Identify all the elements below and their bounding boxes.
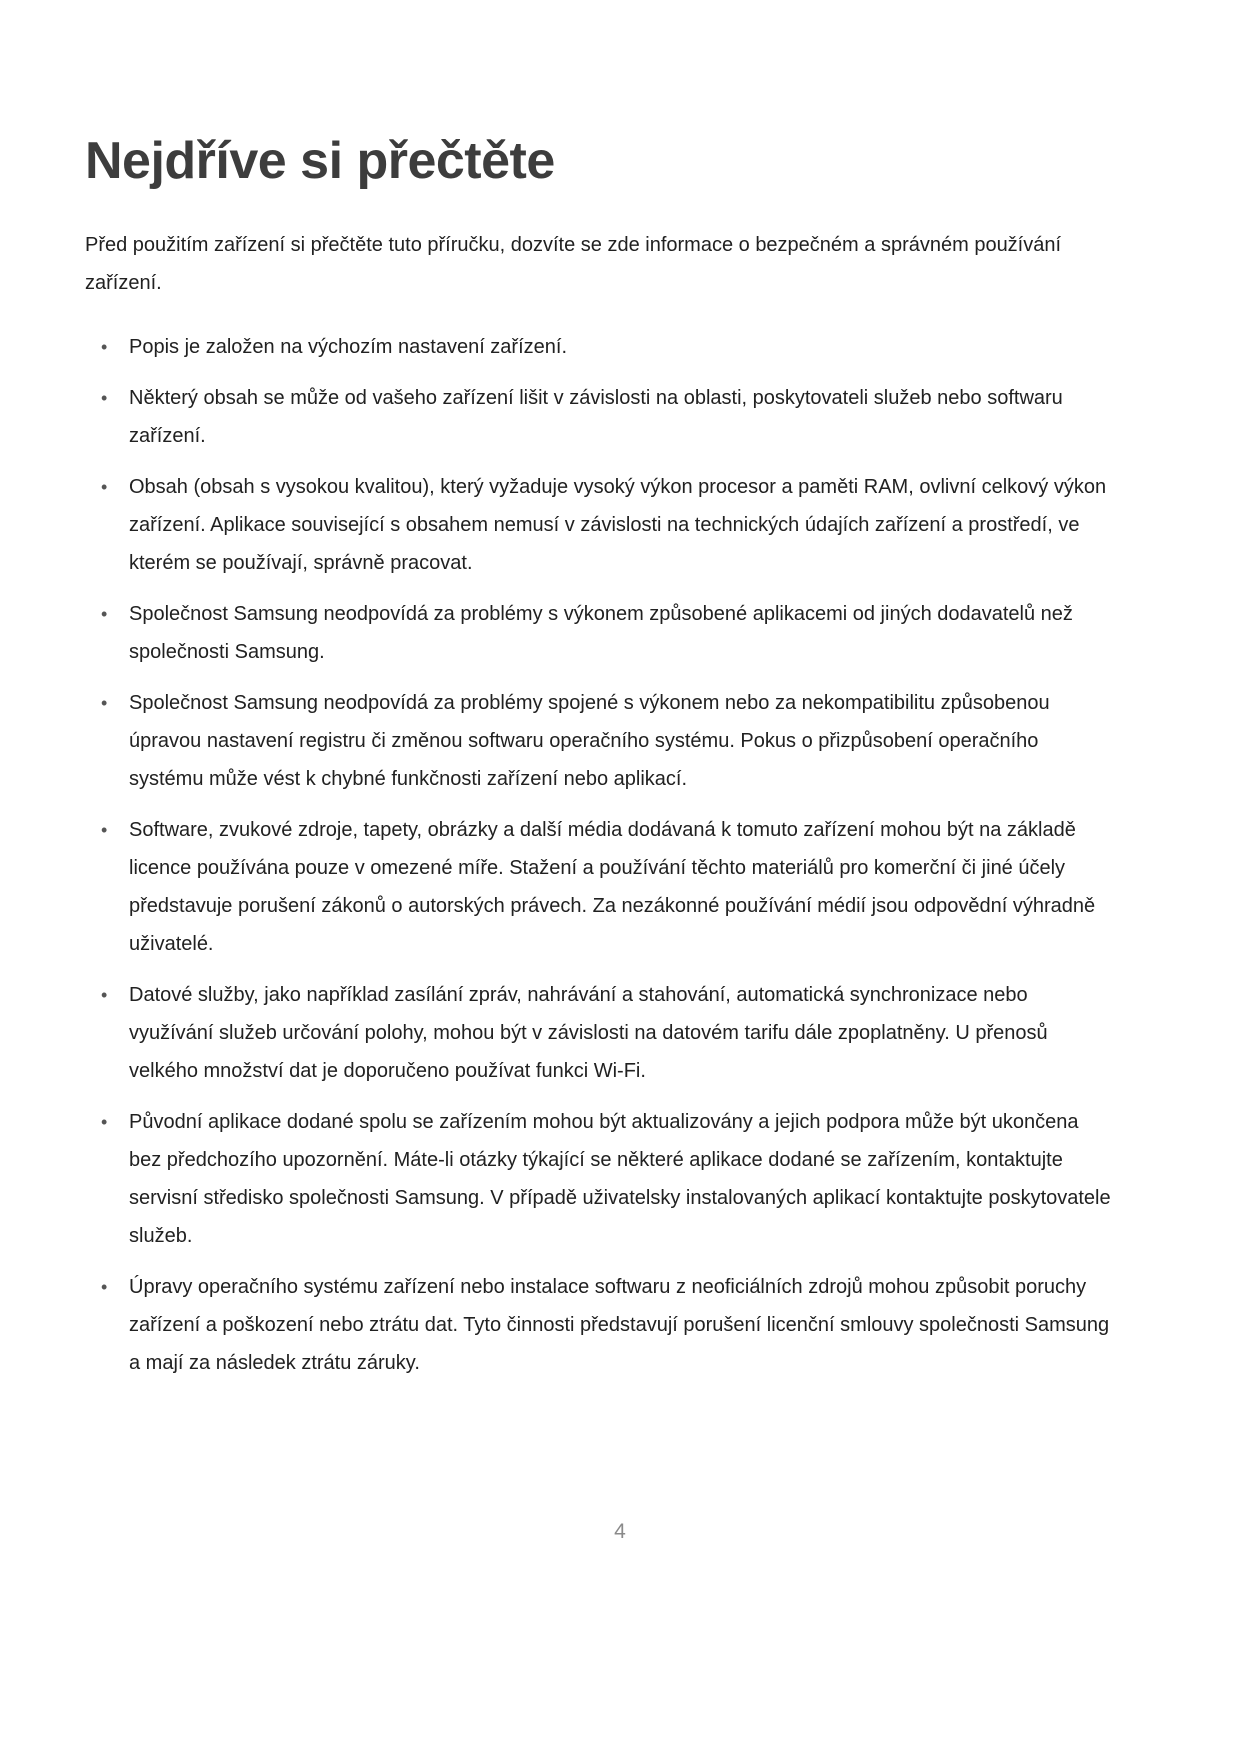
page-title: Nejdříve si přečtěte [85, 132, 555, 190]
bullet-list [85, 328, 1117, 1382]
bullet-item [85, 595, 1115, 671]
bullet-text: Obsah (obsah s vysokou kvalitou), který vyžaduje vysoký výkon procesor a paměti RAM, ovlivní celkový výkon zařízení. Aplikace související s obsahem nemusí v závislosti na technických údajích zařízení a prostředí, ve kterém se používají, správně pracovat. [129, 476, 1107, 575]
bullet-text: Společnost Samsung neodpovídá za problémy s výkonem způsobené aplikacemi od jiných dodavatelů než společnosti Samsung. [129, 603, 1073, 664]
bullet-item [85, 684, 1115, 798]
bullet-text: Úpravy operačního systému zařízení nebo instalace softwaru z neoficiálních zdrojů mohou způsobit poruchy zařízení a poškození nebo ztrátu dat. Tyto činnosti představují porušení licenční smlouvy společnosti Samsung a mají za následek ztrátu záruky. [129, 1276, 1110, 1375]
bullet-marker: • [101, 985, 108, 1006]
bullet-marker: • [101, 693, 108, 714]
page-number: 4 [614, 1520, 626, 1543]
bullet-marker: • [101, 604, 108, 625]
bullet-marker: • [101, 388, 108, 409]
bullet-marker: • [101, 337, 108, 358]
bullet-item [85, 811, 1115, 963]
bullet-text: Původní aplikace dodané spolu se zařízením mohou být aktualizovány a jejich podpora může být ukončena bez předchozího upozornění. Máte-li otázky týkající se některé aplikace dodané se zařízením, kontaktujte servisní středisko společnosti Samsung. V případě uživatelsky instalovaných aplikací kontaktujte poskytovatele služeb. [129, 1111, 1111, 1248]
bullet-text: Popis je založen na výchozím nastavení zařízení. [129, 336, 568, 359]
intro-paragraph: Před použitím zařízení si přečtěte tuto příručku, dozvíte se zde informace o bezpečném a správném používání zařízení. [85, 234, 1062, 295]
bullet-marker: • [101, 1277, 108, 1298]
bullet-item [85, 1268, 1115, 1382]
bullet-marker: • [101, 1112, 108, 1133]
bullet-text: Společnost Samsung neodpovídá za problémy spojené s výkonem nebo za nekompatibilitu způsobenou úpravou nastavení registru či změnou softwaru operačního systému. Pokus o přizpůsobení operačního systému může vést k chybné funkčnosti zařízení nebo aplikací. [129, 692, 1050, 791]
bullet-item [85, 1103, 1115, 1255]
bullet-item [85, 328, 1115, 366]
bullet-text: Datové služby, jako například zasílání zpráv, nahrávání a stahování, automatická synchronizace nebo využívání služeb určování polohy, mohou být v závislosti na datovém tarifu dále zpoplatněny. U přenosů velkého množství dat je doporučeno používat funkci Wi-Fi. [129, 984, 1048, 1083]
bullet-marker: • [101, 820, 108, 841]
bullet-item [85, 976, 1115, 1090]
bullet-item [85, 468, 1115, 582]
page-content [85, 0, 1117, 1395]
bullet-text: Software, zvukové zdroje, tapety, obrázky a další média dodávaná k tomuto zařízení mohou být na základě licence používána pouze v omezené míře. Stažení a používání těchto materiálů pro komerční či jiné účely představuje porušení zákonů o autorských právech. Za nezákonné používání médií jsou odpovědní výhradně uživatelé. [129, 819, 1096, 956]
bullet-text: Některý obsah se může od vašeho zařízení lišit v závislosti na oblasti, poskytovateli služeb nebo softwaru zařízení. [129, 387, 1063, 448]
bullet-item [85, 379, 1115, 455]
bullet-marker: • [101, 477, 108, 498]
